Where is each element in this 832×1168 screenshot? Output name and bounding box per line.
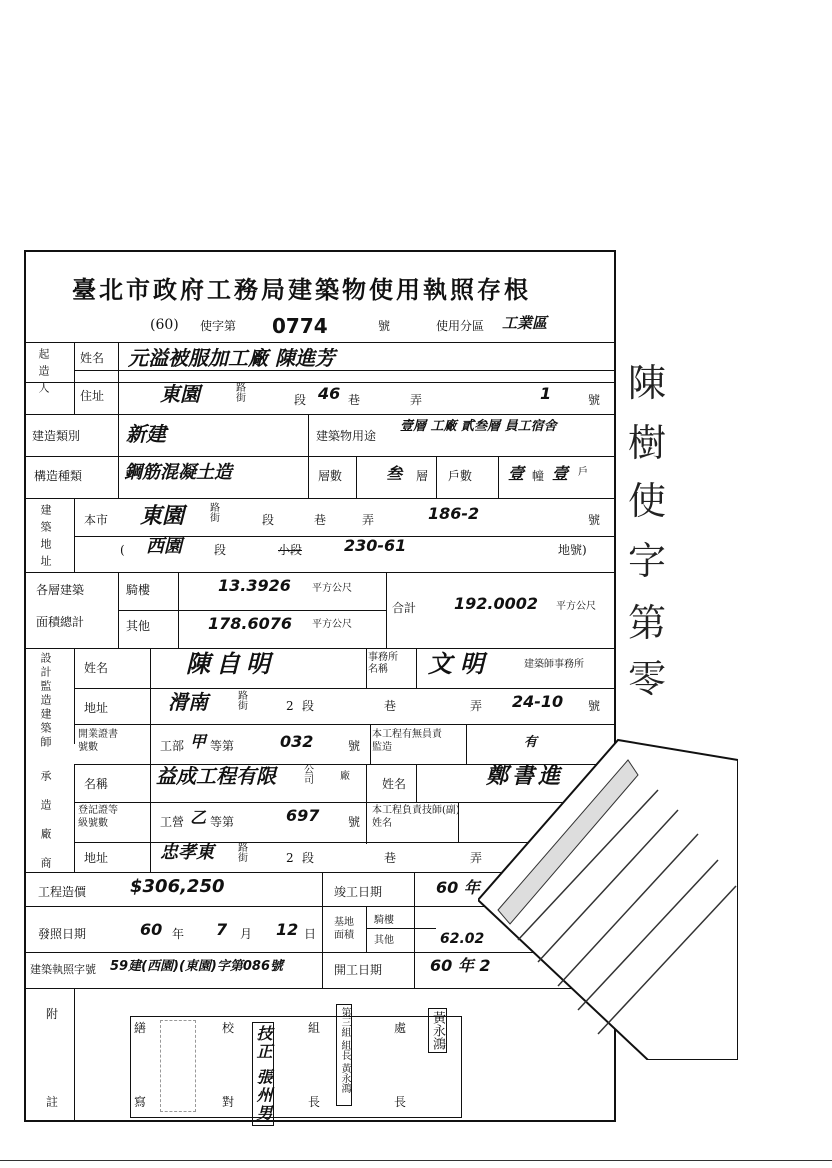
architect-office-suffix: 建築師事務所: [524, 659, 584, 670]
applicant-road-street: 路街: [236, 383, 246, 404]
contractor-section-word: 段: [302, 851, 315, 865]
site-land-subsection: 小段: [278, 543, 303, 557]
section-chief-bottom: 長: [308, 1095, 321, 1109]
use-label: 使字第: [200, 319, 237, 333]
households-value: 壹: [508, 464, 525, 483]
architect-alley-word: 弄: [470, 699, 483, 713]
bottom-edge-line: [0, 1160, 832, 1161]
site-no-word: 號: [588, 513, 601, 527]
base-label: 基地面積: [334, 917, 354, 941]
completion-value: 60 年: [436, 878, 480, 897]
document-title: 臺北市政府工務局建築物使用執照存根: [72, 276, 531, 304]
contractor-reg-word: 號: [348, 815, 361, 829]
issue-day: 12: [276, 920, 299, 939]
issue-year: 60: [140, 920, 163, 939]
architect-office-label: 事務所名稱: [368, 652, 398, 675]
site-alley-word: 弄: [362, 513, 375, 527]
contractor-road: 忠孝東: [160, 842, 214, 863]
site-lane-word: 巷: [314, 513, 327, 527]
households-unit: 幢: [532, 469, 545, 483]
overlapping-page-fragment: [478, 700, 738, 1060]
area-arcade-value: 13.3926: [218, 576, 291, 595]
contractor-name-label: 名稱: [84, 777, 109, 791]
building-type-label: 建造類別: [32, 429, 81, 443]
architect-license-label: 開業證書號數: [78, 729, 118, 753]
side-char-3: 使: [628, 479, 667, 523]
contractor-reg-grade: 乙: [190, 808, 207, 827]
architect-addr-label: 地址: [84, 701, 109, 715]
checker-stamp: 技正 張州男: [252, 1022, 274, 1126]
applicant-alley-word: 弄: [410, 393, 423, 407]
building-use-value: 壹層 工廠 貳叁層 員工宿舍: [400, 419, 557, 434]
section-chief-stamp: 第三組 組長 黃永鴻: [336, 1004, 352, 1106]
site-no-value: 186-2: [428, 504, 480, 523]
area-arcade-label: 騎樓: [126, 583, 151, 597]
contractor-company-suffix: 公司: [304, 765, 314, 786]
side-char-5: 第: [628, 601, 667, 645]
households-value2: 壹: [552, 464, 569, 483]
remarks-label-bottom: 註: [46, 1095, 59, 1109]
zone-label: 使用分區: [436, 319, 485, 333]
contractor-alley-word: 弄: [470, 851, 483, 865]
floors-label: 層數: [318, 469, 343, 483]
issue-day-word: 日: [304, 927, 317, 941]
applicant-section-label: 起造人: [37, 348, 50, 399]
contractor-addr-label: 地址: [84, 851, 109, 865]
side-char-4: 字: [628, 539, 667, 583]
clerk-stamp: [160, 1020, 196, 1112]
area-other-value: 178.6076: [208, 614, 293, 633]
director-top: 處: [394, 1021, 407, 1035]
site-section-label: 建築地址: [39, 504, 52, 572]
section-chief-top: 組: [308, 1021, 321, 1035]
permit-label: 建築執照字號: [30, 963, 96, 976]
building-use-label: 建築物用途: [316, 429, 377, 443]
clerk-top: 繕: [134, 1021, 147, 1035]
applicant-section-word: 段: [294, 393, 307, 407]
architect-supervise-label: 本工程有無員責監造: [372, 729, 442, 753]
site-land-paren: (: [120, 543, 125, 557]
issue-label: 發照日期: [38, 927, 87, 941]
area-arcade-unit: 平方公尺: [312, 583, 352, 594]
site-land-no: 230-61: [344, 536, 407, 555]
architect-lane-word: 巷: [384, 699, 397, 713]
architect-license-word: 號: [348, 739, 361, 753]
director-bottom: 長: [394, 1095, 407, 1109]
architect-name: 陳自明: [186, 650, 276, 678]
contractor-tech-label: 本工程負責技師(副)姓名: [372, 805, 460, 829]
applicant-no-value: 1: [540, 384, 552, 403]
architect-license-no: 032: [280, 732, 314, 751]
architect-section-label: 設計監造建築師: [39, 652, 52, 750]
side-char-2: 樹: [628, 421, 667, 465]
contractor-factory-suffix: 廠: [340, 771, 350, 782]
architect-section-value: 2: [286, 699, 294, 713]
applicant-no-word: 號: [588, 393, 601, 407]
contractor-reg-mid: 等第: [210, 815, 235, 829]
architect-road: 滑南: [168, 690, 208, 714]
architect-license-mid: 等第: [210, 739, 235, 753]
area-row-label2: 面積總計: [36, 615, 85, 629]
contractor-name: 益成工程有限: [156, 764, 276, 788]
start-value: 60 年 2: [430, 956, 491, 975]
contractor-person-label: 姓名: [382, 777, 407, 791]
architect-name-label: 姓名: [84, 661, 109, 675]
director-stamp: 黃永鴻: [428, 1008, 447, 1053]
architect-road-street: 路街: [238, 691, 248, 712]
side-char-1: 陳: [628, 361, 667, 405]
contractor-reg-prefix: 工營: [160, 815, 185, 829]
contractor-reg-no: 697: [286, 806, 320, 825]
site-land-section-word: 段: [214, 543, 227, 557]
base-other-value: 62.02: [440, 931, 485, 947]
site-land-no-word: 地號): [558, 543, 587, 557]
side-char-6: 零: [628, 657, 667, 701]
architect-office: 文明: [428, 650, 492, 678]
structure-label: 構造種類: [34, 469, 83, 483]
completion-label: 竣工日期: [334, 885, 383, 899]
applicant-road: 東園: [160, 382, 200, 406]
area-total-value: 192.0002: [454, 594, 539, 613]
year-prefix: (60): [150, 317, 179, 333]
applicant-lane-word: 巷: [348, 393, 361, 407]
area-total-unit: 平方公尺: [556, 601, 596, 612]
site-road-street: 路街: [210, 503, 220, 524]
base-other-label: 其他: [374, 935, 394, 946]
architect-no-value: 24-10: [512, 692, 564, 711]
permit-number: 0774: [272, 314, 328, 338]
clerk-bottom: 寫: [134, 1095, 147, 1109]
contractor-road-street: 路街: [238, 843, 248, 864]
area-other-label: 其他: [126, 619, 151, 633]
site-section-word: 段: [262, 513, 275, 527]
start-label: 開工日期: [334, 963, 383, 977]
applicant-name-label: 姓名: [80, 351, 105, 365]
architect-license-grade: 甲: [190, 732, 207, 751]
permit-value: 59建(西園)(東園)字第086號: [110, 959, 283, 974]
applicant-addr-label: 住址: [80, 389, 105, 403]
households-unit2: 戶: [578, 467, 588, 478]
remarks-label-top: 附: [46, 1007, 59, 1021]
applicant-name: 元溢被服加工廠 陳進芳: [128, 346, 335, 370]
contractor-reg-label: 登記證等級號數: [78, 805, 118, 829]
structure-value: 鋼筋混凝土造: [124, 462, 232, 483]
check-bottom: 對: [222, 1095, 235, 1109]
site-city-label: 本市: [84, 513, 109, 527]
building-type-value: 新建: [126, 422, 166, 446]
check-top: 校: [222, 1021, 235, 1035]
site-road-value: 東園: [140, 504, 185, 529]
applicant-lane-value: 46: [318, 384, 341, 403]
issue-year-word: 年: [172, 927, 185, 941]
base-arcade-label: 騎樓: [374, 915, 394, 926]
site-land-section: 西園: [146, 536, 182, 557]
number-suffix: 號: [378, 319, 391, 333]
households-label: 戶數: [448, 469, 473, 483]
architect-license-prefix: 工部: [160, 739, 185, 753]
architect-section-word: 段: [302, 699, 315, 713]
area-other-unit: 平方公尺: [312, 619, 352, 630]
contractor-section-label: 承造廠商: [39, 770, 52, 886]
area-total-label: 合計: [392, 601, 417, 615]
area-row-label1: 各層建築: [36, 583, 85, 597]
issue-month: 7: [216, 920, 228, 939]
contractor-section-value: 2: [286, 851, 294, 865]
cost-value: $306,250: [130, 876, 225, 897]
architect-supervise-value: 有: [524, 735, 538, 750]
floors-unit: 層: [416, 469, 429, 483]
architect-no-word: 號: [588, 699, 601, 713]
cost-label: 工程造價: [38, 885, 87, 899]
floors-value: 叁: [386, 464, 403, 483]
zone-value: 工業區: [502, 314, 548, 332]
contractor-lane-word: 巷: [384, 851, 397, 865]
contractor-person: 鄭書進: [486, 764, 565, 789]
issue-month-word: 月: [240, 927, 253, 941]
